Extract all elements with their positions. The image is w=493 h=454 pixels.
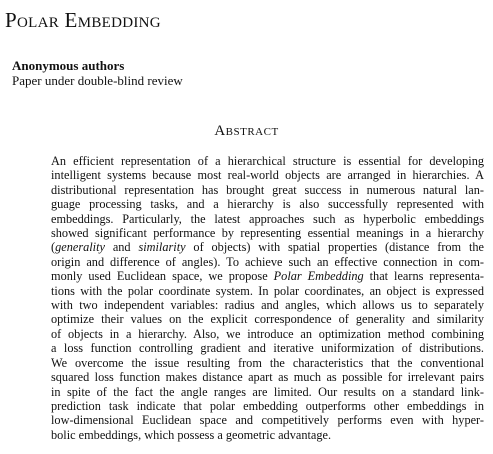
author-name: Anonymous authors — [12, 58, 125, 73]
emphasized-term: similarity — [138, 240, 186, 255]
text-run: a loss function controlling gradient and iterative uniformization of distributions. — [51, 341, 484, 356]
review-status: Paper under double-blind review — [12, 73, 183, 88]
abstract-heading: Abstract — [214, 123, 279, 139]
text-run: bolic embeddings, which possess a geometric advantage. — [51, 427, 332, 442]
abstract-line — [51, 284, 484, 298]
author-block — [12, 58, 183, 88]
abstract-line — [51, 212, 484, 226]
text-run: low-dimensional Euclidean space and competitively performs even with hyper- — [51, 413, 484, 428]
abstract-line — [51, 255, 484, 269]
text-run: of objects in a hierarchy. Also, we introduce an optimization method combining — [51, 326, 484, 341]
emphasized-term: generality — [55, 240, 105, 255]
abstract-line — [51, 269, 484, 283]
abstract-line — [51, 385, 484, 399]
abstract-line — [51, 183, 484, 197]
emphasized-term: Polar Embedding — [273, 269, 364, 284]
abstract-line — [51, 298, 484, 312]
abstract-line — [51, 240, 484, 254]
text-run: An efficient representation of a hierarchical structure is essential for developing — [51, 154, 484, 168]
abstract-line — [51, 399, 484, 413]
text-run: prediction task indicate that polar embedding outperforms other embeddings in — [51, 398, 484, 413]
text-run: with two independent variables: radius and angles, which allows us to separately — [51, 298, 484, 313]
text-run: of objects) with spatial properties (distance from the — [185, 240, 484, 255]
text-run: guage processing tasks, and a hierarchy is also successfully represented with — [51, 197, 484, 212]
text-run: in spite of the fact the angle ranges are limited. Our results on a standard link- — [51, 384, 484, 399]
abstract-line — [51, 226, 484, 240]
abstract-line — [51, 370, 484, 384]
text-run: squared loss function makes distance apart as much as possible for irrelevant pairs — [51, 370, 484, 385]
abstract-line — [51, 197, 484, 211]
text-run: embeddings. Particularly, the latest approaches such as hyperbolic embeddings — [51, 211, 484, 226]
text-run: that learns representa- — [363, 269, 485, 284]
text-run: monly used Euclidean space, we propose — [51, 269, 274, 284]
text-run: distributional representation has brought great success in numerous natural lan- — [51, 182, 484, 197]
paper-title: Polar Embedding — [5, 8, 161, 32]
text-run: showed significant performance by representing essential meanings in a hierarchy — [51, 226, 484, 241]
text-run: origin and difference of angles). To achieve such an effective connection in com- — [51, 254, 484, 269]
abstract-line — [51, 413, 484, 427]
text-run: optimize their values on the explicit correspondence of generality and similarity — [51, 312, 484, 327]
text-run: tions with the polar coordinate system. In polar coordinates, an object is expressed — [51, 283, 484, 298]
abstract-line — [51, 154, 484, 168]
text-run: and — [104, 240, 139, 255]
text-run: ( — [51, 240, 56, 255]
abstract-body — [51, 154, 484, 442]
abstract-line — [51, 327, 484, 341]
abstract-line — [51, 428, 484, 442]
abstract-line — [51, 356, 484, 370]
abstract-line — [51, 312, 484, 326]
abstract-line — [51, 168, 484, 182]
abstract-line — [51, 341, 484, 355]
text-run: intelligent systems because most real-world objects are arranged in hierarchies. A — [51, 168, 484, 183]
text-run: We overcome the issue resulting from the characteristics that the conventional — [51, 355, 484, 370]
